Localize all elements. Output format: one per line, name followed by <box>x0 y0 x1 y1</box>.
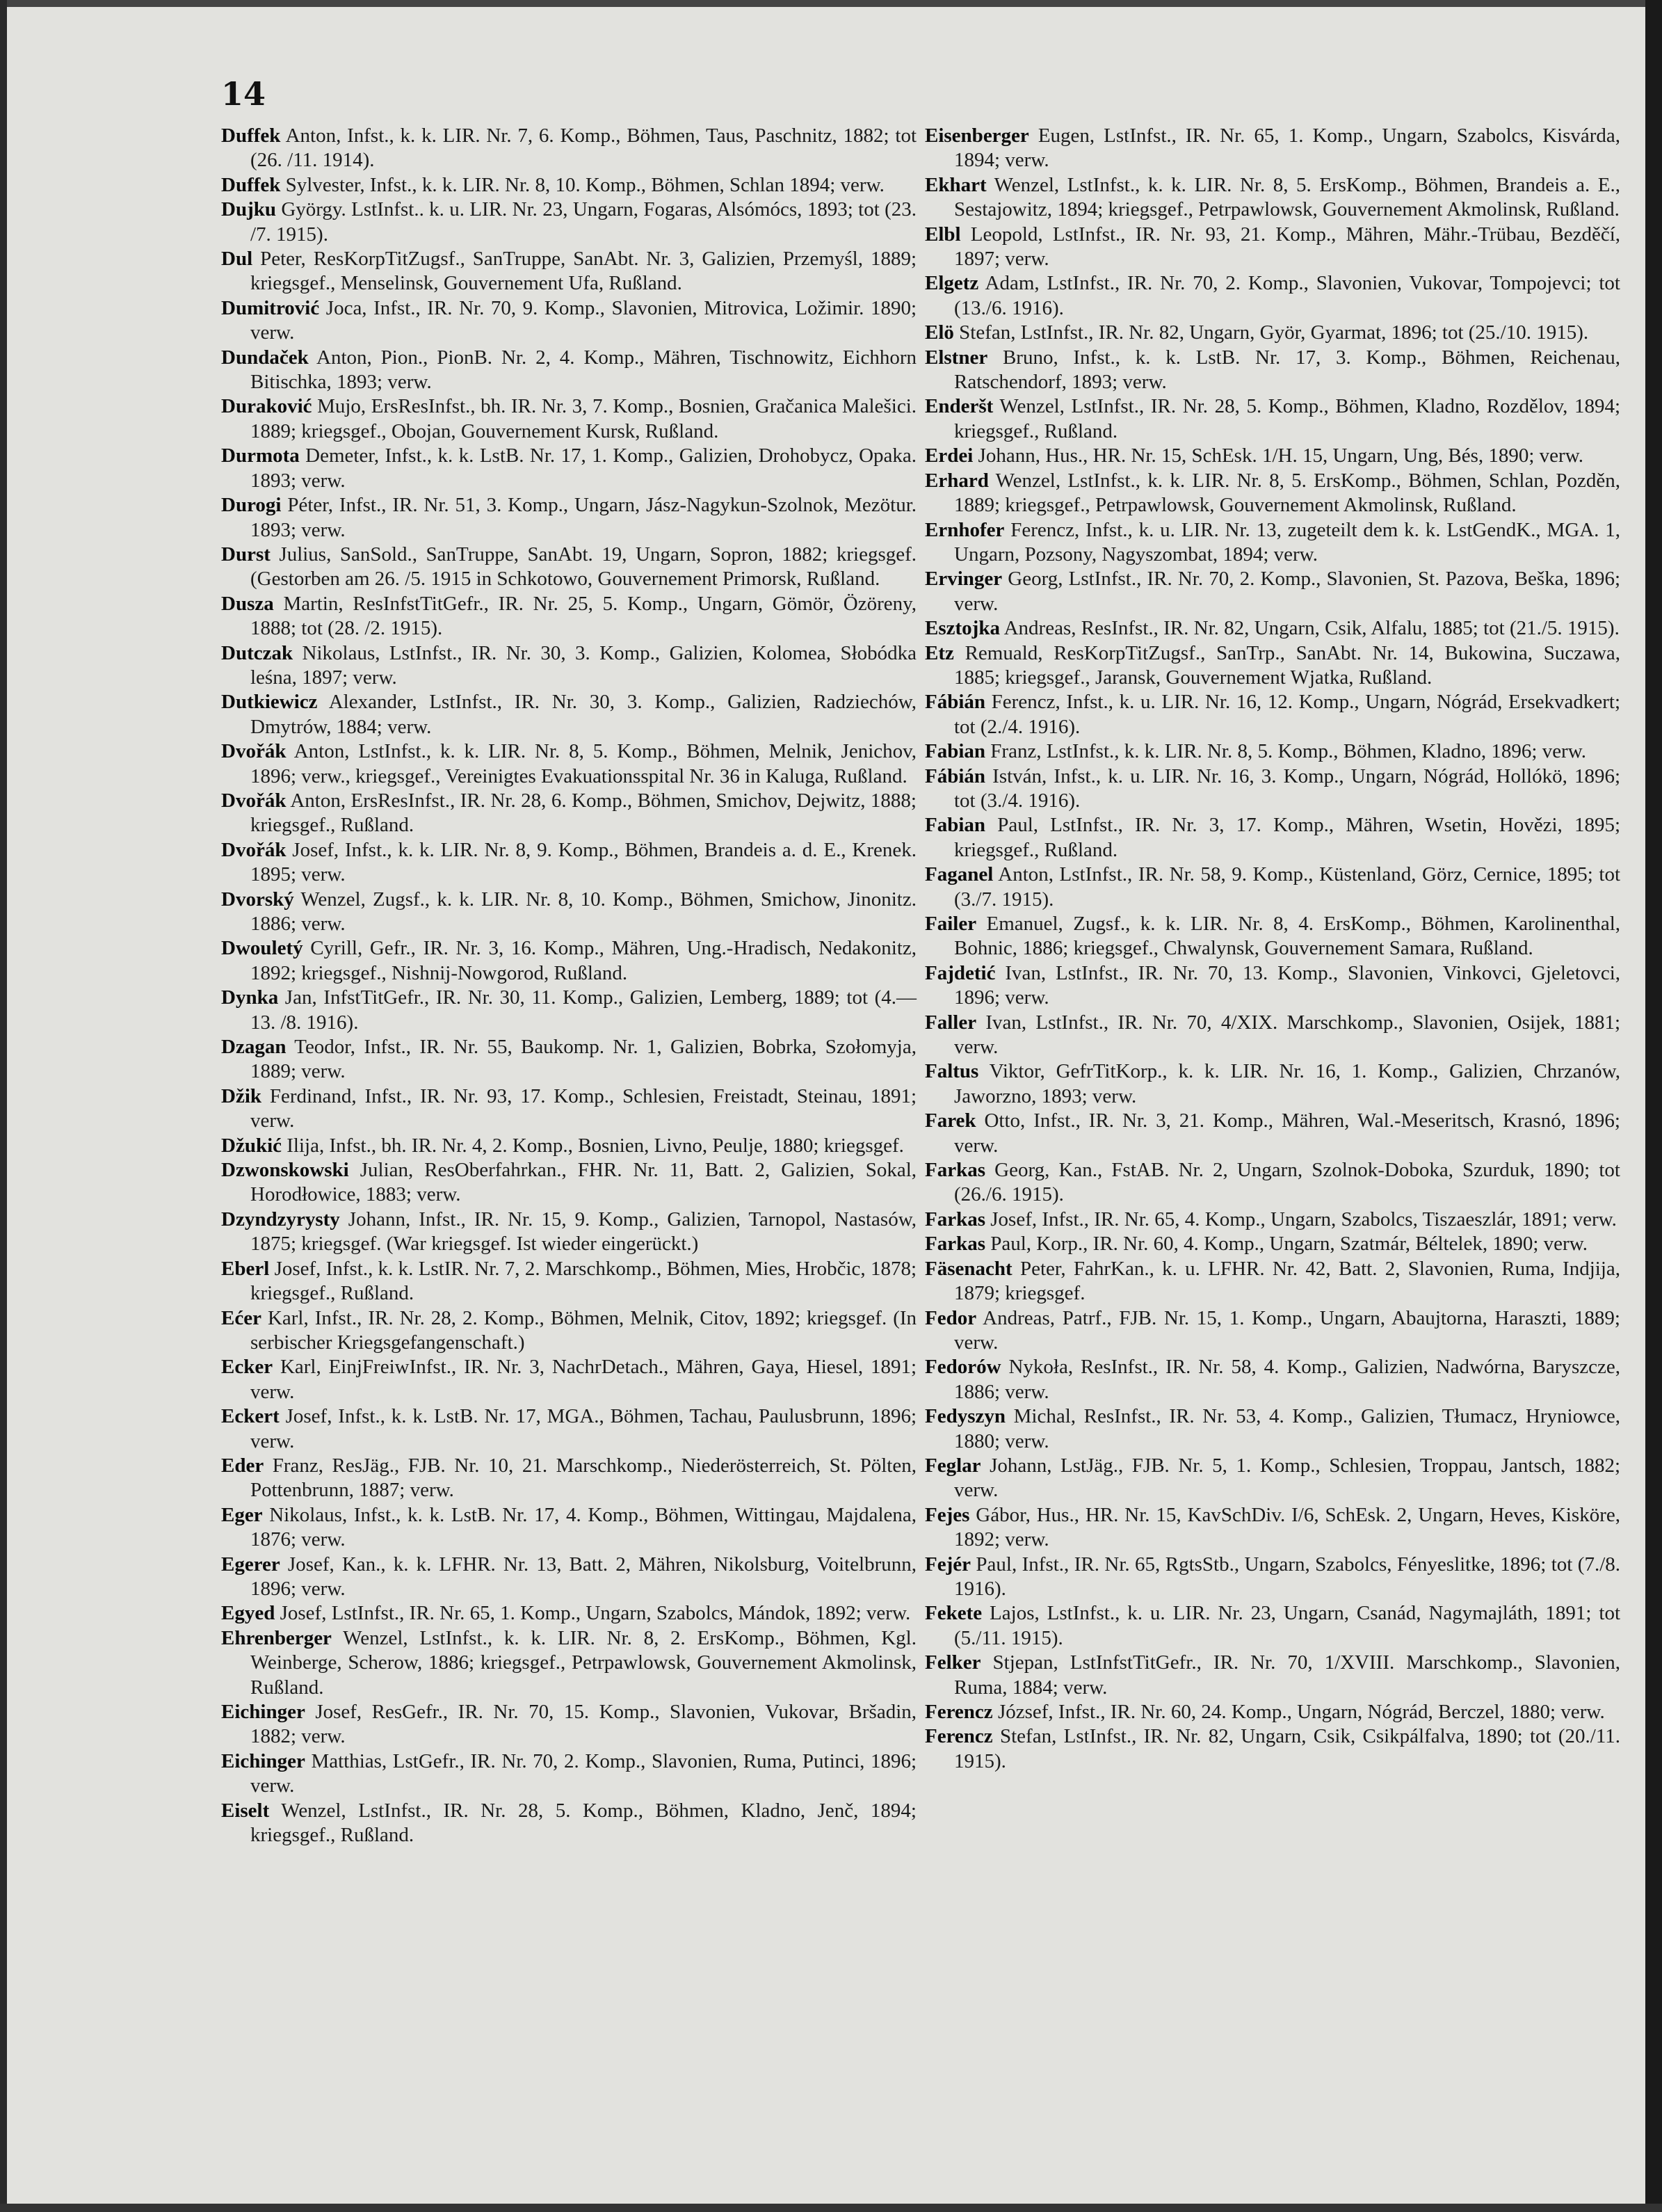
entry-details: Teodor, Infst., IR. Nr. 55, Baukomp. Nr. 1, Galizien, Bobrka, Szołomyja, 1889; verw. <box>250 1036 917 1083</box>
entry-surname: Farkas <box>925 1159 985 1182</box>
entry-surname: Džukić <box>221 1134 282 1157</box>
entry-surname: Dvorský <box>221 888 294 911</box>
entry-surname: Dul <box>221 248 253 271</box>
entry-surname: Dundaček <box>221 346 309 369</box>
entry-surname: Fedor <box>925 1306 977 1329</box>
entry-details: Julian, ResOberfahrkan., FHR. Nr. 11, Batt. 2, Galizien, Sokal, Horodłowice, 1883; verw. <box>250 1159 917 1206</box>
casualty-entry <box>221 1257 917 1306</box>
casualty-entry <box>221 1404 917 1454</box>
entry-surname: Fabian <box>925 740 986 763</box>
entry-surname: Dusza <box>221 592 274 615</box>
casualty-entry <box>925 1059 1620 1109</box>
casualty-entry <box>925 271 1620 321</box>
casualty-entry <box>925 1355 1620 1404</box>
entry-details: Ivan, LstInfst., IR. Nr. 70, 13. Komp., Slavonien, Vinkovci, Gjeletovci, 1896; verw. <box>954 961 1620 1009</box>
entry-details: Johann, LstJäg., FJB. Nr. 5, 1. Komp., Schlesien, Troppau, Jantsch, 1882; verw. <box>954 1454 1621 1502</box>
page-number: 14 <box>221 75 266 113</box>
entry-details: Cyrill, Gefr., IR. Nr. 3, 16. Komp., Mähren, Ung.-Hradisch, Nedakonitz, 1892; kriegsgef., Nishnij-Nowgorod, Rußland. <box>250 937 917 984</box>
entry-surname: Fedorów <box>925 1356 1001 1379</box>
entry-details: Josef, Kan., k. k. LFHR. Nr. 13, Batt. 2, Mähren, Nikolsburg, Voitelbrunn, 1896; verw. <box>250 1553 917 1600</box>
entry-surname: Farkas <box>925 1233 985 1256</box>
entry-details: Remuald, ResKorpTitZugsf., SanTrp., SanAbt. Nr. 14, Bukowina, Suczawa, 1885; kriegsgef., Jaransk, Gouvernement Wjatka, Rußland. <box>954 641 1621 689</box>
entry-details: Gábor, Hus., HR. Nr. 15, KavSchDiv. I/6, SchEsk. 2, Ungarn, Heves, Kisköre, 1892; verw. <box>954 1503 1621 1551</box>
casualty-entry <box>221 1503 917 1553</box>
entry-surname: Esztojka <box>925 617 1000 640</box>
entry-surname: Failer <box>925 913 977 935</box>
casualty-entry <box>925 912 1620 961</box>
entry-surname: Felker <box>925 1651 981 1674</box>
entry-surname: Eckert <box>221 1405 280 1428</box>
casualty-entry <box>925 739 1620 764</box>
casualty-entry <box>925 346 1620 395</box>
entry-surname: Dwouletý <box>221 937 303 960</box>
entry-details: György. LstInfst.. k. u. LIR. Nr. 23, Ungarn, Fogaras, Alsómócs, 1893; tot (23. /7. 1915). <box>250 198 917 246</box>
entry-surname: Ekhart <box>925 173 987 196</box>
casualty-entry <box>925 863 1620 912</box>
casualty-entry <box>221 1208 917 1257</box>
casualty-entry <box>221 543 917 592</box>
casualty-entry <box>221 1700 917 1749</box>
entry-surname: Fäsenacht <box>925 1257 1012 1280</box>
entry-details: Ferencz, Infst., k. u. LIR. Nr. 13, zugeteilt dem k. k. LstGendK., MGA. 1, Ungarn, Pozsony, Nagyszombat, 1894; verw. <box>954 518 1621 566</box>
casualty-entry <box>925 690 1620 739</box>
entry-details: Emanuel, Zugsf., k. k. LIR. Nr. 8, 4. ErsKomp., Böhmen, Karolinenthal, Bohnic, 1886; kriegsgef., Chwalynsk, Gouvernement Samara, Rußland. <box>954 913 1620 960</box>
casualty-entry <box>221 789 917 838</box>
casualty-entry <box>221 1084 917 1134</box>
entry-details: Anton, ErsResInfst., IR. Nr. 28, 6. Komp., Böhmen, Smichov, Dejwitz, 1888; kriegsgef., Rußland. <box>250 789 917 837</box>
entry-details: Ferencz, Infst., k. u. LIR. Nr. 16, 12. Komp., Ungarn, Nógrád, Ersekvadkert; tot (2./4. 1916). <box>954 691 1620 738</box>
casualty-entry <box>221 1454 917 1503</box>
casualty-entry <box>925 1232 1620 1256</box>
casualty-entry <box>221 641 917 691</box>
entry-details: Wenzel, LstInfst., IR. Nr. 28, 5. Komp., Böhmen, Kladno, Jenč, 1894; kriegsgef., Rußland. <box>250 1799 917 1847</box>
entry-details: Julius, SanSold., SanTruppe, SanAbt. 19, Ungarn, Sopron, 1882; kriegsgef. (Gestorben am 26. /5. 1915 in Schkotowo, Gouvernement Primorsk, Rußland. <box>250 543 917 591</box>
casualty-entry <box>221 247 917 296</box>
entry-surname: Egyed <box>221 1602 275 1625</box>
entry-details: Johann, Infst., IR. Nr. 15, 9. Komp., Galizien, Tarnopol, Nastasów, 1875; kriegsgef. (War kriegsgef. Ist wieder eingerückt.) <box>250 1208 917 1256</box>
casualty-entry <box>925 567 1620 616</box>
entry-surname: Ferencz <box>925 1701 993 1723</box>
casualty-entry <box>925 518 1620 568</box>
right-column <box>925 124 1620 1774</box>
entry-details: Anton, LstInfst., IR. Nr. 58, 9. Komp., Küstenland, Görz, Cernice, 1895; tot (3./7. 1915). <box>954 863 1620 911</box>
entry-surname: Dumitrović <box>221 296 320 319</box>
entry-details: Wenzel, LstInfst., k. k. LIR. Nr. 8, 2. ErsKomp., Böhmen, Kgl. Weinberge, Scherow, 1886; kriegsgef., Petrpawlowsk, Gouvernement Akmolinsk, Rußland. <box>250 1626 917 1699</box>
casualty-entry <box>221 444 917 493</box>
entry-details: Matthias, LstGefr., IR. Nr. 70, 2. Komp., Slavonien, Ruma, Putinci, 1896; verw. <box>250 1749 917 1797</box>
entry-details: Wenzel, LstInfst., k. k. LIR. Nr. 8, 5. ErsKomp., Böhmen, Brandeis a. E., Sestajowitz, 1894; kriegsgef., Petrpawlowsk, Gouvernement Akmolinsk, Rußland. <box>954 173 1620 221</box>
casualty-entry <box>925 641 1620 691</box>
entry-surname: Eisenberger <box>925 125 1029 147</box>
entry-surname: Etz <box>925 641 954 664</box>
entry-surname: Duraković <box>221 395 312 418</box>
entry-details: Karl, EinjFreiwInfst., IR. Nr. 3, NachrDetach., Mähren, Gaya, Hiesel, 1891; verw. <box>250 1356 917 1403</box>
entry-surname: Fejes <box>925 1503 970 1526</box>
entry-surname: Fajdetić <box>925 961 996 984</box>
entry-details: Peter, FahrKan., k. u. LFHR. Nr. 42, Batt. 2, Slavonien, Ruma, Indjija, 1879; kriegsgef. <box>954 1257 1621 1305</box>
scan-edge-top <box>0 0 1662 7</box>
casualty-entry <box>925 321 1620 345</box>
entry-surname: Ervinger <box>925 568 1003 591</box>
entry-details: Péter, Infst., IR. Nr. 51, 3. Komp., Ungarn, Jász-Nagykun-Szolnok, Mezötur. 1893; verw. <box>250 494 917 541</box>
entry-surname: Ecker <box>221 1356 273 1379</box>
entry-details: Josef, Infst., k. k. LIR. Nr. 8, 9. Komp., Böhmen, Brandeis a. d. E., Krenek. 1895; verw. <box>250 838 917 886</box>
entry-surname: Egerer <box>221 1553 280 1576</box>
casualty-entry <box>925 1553 1620 1602</box>
entry-surname: Dujku <box>221 198 276 221</box>
casualty-entry <box>221 1355 917 1404</box>
entry-surname: Farek <box>925 1109 976 1132</box>
entry-details: Josef, Infst., k. k. LstIR. Nr. 7, 2. Marschkomp., Böhmen, Mies, Hrobčic, 1878; kriegsgef., Rußland. <box>250 1257 917 1305</box>
casualty-entry <box>221 1158 917 1208</box>
entry-details: Adam, LstInfst., IR. Nr. 70, 2. Komp., Slavonien, Vukovar, Tompojevci; tot (13./6. 1916). <box>954 272 1620 319</box>
entry-surname: Ernhofer <box>925 518 1005 541</box>
entry-surname: Faltus <box>925 1060 979 1083</box>
entry-surname: Elö <box>925 321 954 344</box>
entry-details: Stefan, LstInfst., IR. Nr. 82, Ungarn, Györ, Gyarmat, 1896; tot (25./10. 1915). <box>959 321 1589 344</box>
entry-surname: Ferencz <box>925 1725 993 1748</box>
entry-details: Josef, Infst., IR. Nr. 65, 4. Komp., Ungarn, Szabolcs, Tiszaeszlár, 1891; verw. <box>990 1208 1617 1231</box>
entry-surname: Farkas <box>925 1208 985 1231</box>
casualty-entry <box>925 616 1620 641</box>
entry-surname: Fejér <box>925 1553 971 1576</box>
entry-details: Anton, Infst., k. k. LIR. Nr. 7, 6. Komp., Böhmen, Taus, Paschnitz, 1882; tot (26. /11. 1914). <box>250 125 917 172</box>
casualty-entry <box>925 1208 1620 1232</box>
entry-details: Viktor, GefrTitKorp., k. k. LIR. Nr. 16, 1. Komp., Galizien, Chrzanów, Jaworzno, 1893; verw. <box>954 1060 1620 1107</box>
entry-surname: Dutczak <box>221 641 293 664</box>
entry-details: Wenzel, LstInfst., IR. Nr. 28, 5. Komp., Böhmen, Kladno, Rozdělov, 1894; kriegsgef., Rußland. <box>954 395 1620 442</box>
entry-surname: Duffek <box>221 125 281 147</box>
casualty-entry <box>221 394 917 444</box>
casualty-entry <box>925 1601 1620 1651</box>
casualty-entry <box>925 813 1620 863</box>
entry-details: Wenzel, LstInfst., k. k. LIR. Nr. 8, 5. ErsKomp., Böhmen, Schlan, Pozděn, 1889; kriegsgef., Petrpawlowsk, Gouvernement Akmolinsk, Rußland. <box>954 469 1620 517</box>
casualty-entry <box>221 690 917 739</box>
casualty-entry <box>925 1306 1620 1356</box>
casualty-entry <box>221 986 917 1035</box>
entry-surname: Elgetz <box>925 272 979 295</box>
casualty-entry <box>221 1749 917 1799</box>
casualty-entry <box>925 1454 1620 1503</box>
entry-surname: Fábián <box>925 764 986 787</box>
entry-details: Eugen, LstInfst., IR. Nr. 65, 1. Komp., Ungarn, Szabolcs, Kisvárda, 1894; verw. <box>954 125 1620 172</box>
casualty-entry <box>925 394 1620 444</box>
casualty-entry <box>221 1134 917 1158</box>
entry-details: Ilija, Infst., bh. IR. Nr. 4, 2. Komp., Bosnien, Livno, Peulje, 1880; kriegsgef. <box>287 1134 904 1157</box>
entry-surname: Dutkiewicz <box>221 691 318 714</box>
entry-details: István, Infst., k. u. LIR. Nr. 16, 3. Komp., Ungarn, Nógrád, Hollókö, 1896; tot (3./4. 1916). <box>954 764 1621 812</box>
casualty-entry <box>925 469 1620 518</box>
entry-surname: Eichinger <box>221 1749 305 1772</box>
casualty-entry <box>925 1257 1620 1306</box>
entry-surname: Dynka <box>221 986 279 1009</box>
casualty-entry <box>221 888 917 937</box>
entry-details: Martin, ResInfstTitGefr., IR. Nr. 25, 5. Komp., Ungarn, Gömör, Özöreny, 1888; tot (28. /2. 1915). <box>250 592 917 640</box>
casualty-entry <box>221 1626 917 1700</box>
entry-details: Josef, Infst., k. k. LstB. Nr. 17, MGA., Böhmen, Tachau, Paulusbrunn, 1896; verw. <box>250 1405 917 1452</box>
entry-details: Michal, ResInfst., IR. Nr. 53, 4. Komp., Galizien, Tłumacz, Hryniowce, 1880; verw. <box>954 1405 1620 1452</box>
casualty-entry <box>925 1503 1620 1553</box>
entry-surname: Fabian <box>925 814 986 837</box>
entry-surname: Faganel <box>925 863 994 886</box>
entry-details: Josef, ResGefr., IR. Nr. 70, 15. Komp., Slavonien, Vukovar, Bršadin, 1882; verw. <box>250 1701 917 1748</box>
entry-surname: Eder <box>221 1454 264 1477</box>
entry-surname: Dzwonskowski <box>221 1159 349 1182</box>
entry-details: Josef, LstInfst., IR. Nr. 65, 1. Komp., Ungarn, Szabolcs, Mándok, 1892; verw. <box>280 1602 911 1625</box>
entry-surname: Durst <box>221 543 271 566</box>
entry-details: Georg, LstInfst., IR. Nr. 70, 2. Komp., Slavonien, St. Pazova, Beška, 1896; verw. <box>954 568 1620 615</box>
entry-details: József, Infst., IR. Nr. 60, 24. Komp., Ungarn, Nógrád, Berczel, 1880; verw. <box>997 1701 1605 1723</box>
casualty-entry <box>221 592 917 641</box>
entry-details: Nykoła, ResInfst., IR. Nr. 58, 4. Komp., Galizien, Nadwórna, Baryszcze, 1886; verw. <box>954 1356 1621 1403</box>
entry-surname: Faller <box>925 1011 977 1034</box>
entry-details: Franz, ResJäg., FJB. Nr. 10, 21. Marschkomp., Niederösterreich, St. Pölten, Pottenbrunn, 1887; verw. <box>250 1454 917 1502</box>
entry-details: Ivan, LstInfst., IR. Nr. 70, 4/XIX. Marschkomp., Slavonien, Osijek, 1881; verw. <box>954 1011 1621 1059</box>
entry-surname: Ehrenberger <box>221 1626 332 1649</box>
casualty-entry <box>925 1724 1620 1774</box>
entry-surname: Feglar <box>925 1454 981 1477</box>
scan-edge-left <box>0 0 7 2212</box>
entry-surname: Dvořák <box>221 789 287 812</box>
casualty-entry <box>221 936 917 986</box>
entry-details: Franz, LstInfst., k. k. LIR. Nr. 8, 5. Komp., Böhmen, Kladno, 1896; verw. <box>990 740 1587 763</box>
casualty-entry <box>221 124 917 173</box>
scan-edge-bottom <box>0 2204 1662 2212</box>
entry-details: Mujo, ErsResInfst., bh. IR. Nr. 3, 7. Komp., Bosnien, Gračanica Malešici. 1889; kriegsgef., Obojan, Gouvernement Kursk, Rußland. <box>250 395 917 442</box>
entry-details: Demeter, Infst., k. k. LstB. Nr. 17, 1. Komp., Galizien, Drohobycz, Opaka. 1893; verw. <box>250 444 917 492</box>
entry-details: Joca, Infst., IR. Nr. 70, 9. Komp., Slavonien, Mitrovica, Ložimir. 1890; verw. <box>250 296 917 344</box>
entry-surname: Dvořák <box>221 740 287 763</box>
entry-details: Sylvester, Infst., k. k. LIR. Nr. 8, 10. Komp., Böhmen, Schlan 1894; verw. <box>285 173 885 196</box>
entry-surname: Eichinger <box>221 1701 305 1723</box>
casualty-entry <box>221 1306 917 1356</box>
entry-surname: Durogi <box>221 494 282 517</box>
entry-details: Paul, Korp., IR. Nr. 60, 4. Komp., Ungarn, Szatmár, Béltelek, 1890; verw. <box>990 1233 1588 1256</box>
casualty-entry <box>925 961 1620 1011</box>
entry-surname: Ećer <box>221 1306 261 1329</box>
casualty-entry <box>221 346 917 395</box>
entry-details: Peter, ResKorpTitZugsf., SanTruppe, SanAbt. Nr. 3, Galizien, Przemyśl, 1889; kriegsgef., Menselinsk, Gouvernement Ufa, Rußland. <box>250 248 917 295</box>
entry-details: Otto, Infst., IR. Nr. 3, 21. Komp., Mähren, Wal.-Meseritsch, Krasnó, 1896; verw. <box>954 1109 1620 1157</box>
entry-surname: Erdei <box>925 444 974 467</box>
entry-details: Nikolaus, LstInfst., IR. Nr. 30, 3. Komp., Galizien, Kolomea, Słobódka leśna, 1897; verw. <box>250 641 917 689</box>
entry-details: Jan, InfstTitGefr., IR. Nr. 30, 11. Komp., Galizien, Lemberg, 1889; tot (4.—13. /8. 1916). <box>250 986 917 1034</box>
entry-details: Anton, LstInfst., k. k. LIR. Nr. 8, 5. Komp., Böhmen, Melnik, Jenichov, 1896; verw., kriegsgef., Vereinigtes Evakuationsspital Nr. 36 in Kaluga, Rußland. <box>250 740 917 787</box>
entry-surname: Durmota <box>221 444 300 467</box>
casualty-entry <box>925 444 1620 468</box>
entry-surname: Eberl <box>221 1257 270 1280</box>
casualty-entry <box>925 1700 1620 1724</box>
entry-surname: Dzyndzyrysty <box>221 1208 340 1231</box>
casualty-entry <box>221 493 917 543</box>
entry-details: Andreas, ResInfst., IR. Nr. 82, Ungarn, Csik, Alfalu, 1885; tot (21./5. 1915). <box>1003 617 1620 640</box>
left-column <box>221 124 917 1848</box>
entry-details: Alexander, LstInfst., IR. Nr. 30, 3. Komp., Galizien, Radziechów, Dmytrów, 1884; verw. <box>250 691 917 738</box>
casualty-entry <box>925 1404 1620 1454</box>
entry-surname: Erhard <box>925 469 989 492</box>
casualty-entry <box>221 198 917 247</box>
casualty-entry <box>925 1651 1620 1700</box>
casualty-entry <box>925 1109 1620 1158</box>
entry-surname: Fekete <box>925 1602 983 1625</box>
entry-details: Anton, Pion., PionB. Nr. 2, 4. Komp., Mähren, Tischnowitz, Eichhorn Bitischka, 1893; verw. <box>250 346 917 394</box>
entry-details: Nikolaus, Infst., k. k. LstB. Nr. 17, 4. Komp., Böhmen, Wittingau, Majdalena, 1876; verw. <box>250 1503 917 1551</box>
entry-details: Paul, Infst., IR. Nr. 65, RgtsStb., Ungarn, Szabolcs, Fényeslitke, 1896; tot (7./8. 1916). <box>954 1553 1620 1600</box>
casualty-entry <box>221 1035 917 1084</box>
entry-details: Johann, Hus., HR. Nr. 15, SchEsk. 1/H. 15, Ungarn, Ung, Bés, 1890; verw. <box>978 444 1584 467</box>
entry-details: Paul, LstInfst., IR. Nr. 3, 17. Komp., Mähren, Wsetin, Hovězi, 1895; kriegsgef., Rußland. <box>954 814 1620 861</box>
casualty-entry <box>221 173 917 198</box>
entry-surname: Elstner <box>925 346 988 369</box>
casualty-entry <box>221 1601 917 1626</box>
casualty-entry <box>221 739 917 789</box>
casualty-entry <box>925 173 1620 223</box>
entry-details: Bruno, Infst., k. k. LstB. Nr. 17, 3. Komp., Böhmen, Reichenau, Ratschendorf, 1893; verw. <box>954 346 1621 394</box>
entry-surname: Eger <box>221 1503 263 1526</box>
entry-details: Lajos, LstInfst., k. u. LIR. Nr. 23, Ungarn, Csanád, Nagymajláth, 1891; tot (5./11. 1915). <box>954 1602 1620 1649</box>
entry-details: Andreas, Patrf., FJB. Nr. 15, 1. Komp., Ungarn, Abaujtorna, Haraszti, 1889; verw. <box>954 1306 1620 1354</box>
casualty-entry <box>925 1158 1620 1208</box>
entry-details: Leopold, LstInfst., IR. Nr. 93, 21. Komp., Mähren, Mähr.-Trübau, Bezděčí, 1897; verw. <box>954 223 1621 271</box>
casualty-entry <box>925 764 1620 814</box>
entry-surname: Elbl <box>925 223 961 246</box>
entry-details: Stjepan, LstInfstTitGefr., IR. Nr. 70, 1/XVIII. Marschkomp., Slavonien, Ruma, 1884; verw. <box>954 1651 1621 1699</box>
entry-surname: Enderšt <box>925 395 994 418</box>
entry-surname: Eiselt <box>221 1799 270 1822</box>
casualty-entry <box>221 838 917 888</box>
entry-details: Karl, Infst., IR. Nr. 28, 2. Komp., Böhmen, Melnik, Citov, 1892; kriegsgef. (In serbischer Kriegsgefangenschaft.) <box>250 1306 917 1354</box>
entry-details: Wenzel, Zugsf., k. k. LIR. Nr. 8, 10. Komp., Böhmen, Smichow, Jinonitz. 1886; verw. <box>250 888 917 935</box>
casualty-entry <box>221 1553 917 1602</box>
entry-details: Stefan, LstInfst., IR. Nr. 82, Ungarn, Csik, Csikpálfalva, 1890; tot (20./11. 1915). <box>954 1725 1620 1772</box>
casualty-entry <box>925 223 1620 272</box>
casualty-entry <box>221 296 917 346</box>
entry-surname: Džik <box>221 1084 261 1107</box>
casualty-entry <box>925 124 1620 173</box>
entry-details: Georg, Kan., FstAB. Nr. 2, Ungarn, Szolnok-Doboka, Szurduk, 1890; tot (26./6. 1915). <box>954 1159 1620 1206</box>
casualty-entry <box>221 1799 917 1848</box>
entry-surname: Fábián <box>925 691 986 714</box>
casualty-entry <box>925 1011 1620 1060</box>
entry-surname: Fedyszyn <box>925 1405 1006 1428</box>
entry-surname: Duffek <box>221 173 281 196</box>
entry-surname: Dvořák <box>221 838 287 861</box>
scan-edge-right <box>1645 0 1662 2212</box>
entry-surname: Dzagan <box>221 1036 287 1059</box>
entry-details: Ferdinand, Infst., IR. Nr. 93, 17. Komp., Schlesien, Freistadt, Steinau, 1891; verw. <box>250 1084 917 1132</box>
